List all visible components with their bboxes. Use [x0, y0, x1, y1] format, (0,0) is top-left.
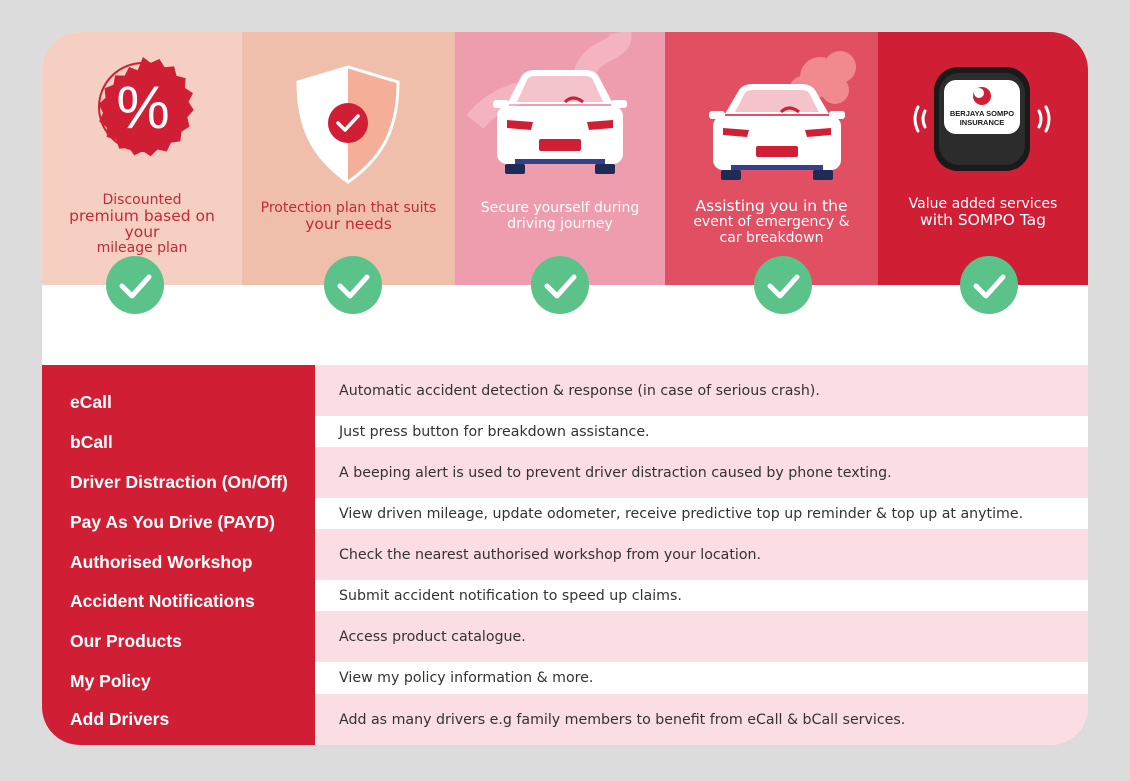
feature-row [315, 694, 1088, 745]
panel-caption: Secure yourself during driving journey [480, 200, 640, 232]
car-road-icon [455, 32, 665, 192]
feature-description: Access product catalogue. [339, 628, 526, 645]
feature-label-our-products: Our Products [70, 631, 182, 651]
shield-icon [242, 32, 455, 187]
feature-row [315, 416, 1088, 447]
check-icon [106, 256, 164, 314]
check-icon [960, 256, 1018, 314]
feature-description: View my policy information & more. [339, 670, 594, 686]
panel-journey [455, 32, 665, 285]
tag-brand-line2: INSURANCE [959, 118, 1005, 127]
feature-row [315, 447, 1088, 498]
feature-label-ecall: eCall [70, 392, 112, 412]
breakdown-car-icon [665, 32, 878, 192]
feature-description: A beeping alert is used to prevent driver distraction caused by phone texting. [339, 464, 892, 481]
feature-row [315, 580, 1088, 611]
feature-description: Automatic accident detection & response (in case of serious crash). [339, 382, 820, 399]
check-icon [531, 256, 589, 314]
feature-row [315, 365, 1088, 416]
panel-caption: Value added services with SOMPO Tag [908, 196, 1058, 229]
feature-row [315, 611, 1088, 662]
check-icon [324, 256, 382, 314]
feature-label-payd: Pay As You Drive (PAYD) [70, 512, 275, 532]
panel-caption: Protection plan that suits your needs [260, 200, 437, 233]
feature-card [42, 32, 1088, 745]
feature-label-accident-notifications: Accident Notifications [70, 591, 255, 611]
sompo-tag-icon [878, 32, 1088, 182]
percent-symbol: % [116, 74, 170, 141]
panel-protection [242, 32, 455, 285]
feature-description: Submit accident notification to speed up claims. [339, 587, 682, 604]
panel-caption: Assisting you in the event of emergency & car breakdown [693, 197, 850, 246]
feature-label-add-drivers: Add Drivers [70, 709, 170, 729]
feature-description: Just press button for breakdown assistance. [339, 423, 650, 440]
feature-row [315, 498, 1088, 529]
feature-labels-column [42, 365, 315, 745]
feature-description: View driven mileage, update odometer, receive predictive top up reminder & top up at anytime. [339, 505, 1024, 522]
panel-emergency [665, 32, 878, 285]
tag-brand-line1: BERJAYA SOMPO [949, 109, 1015, 118]
feature-row [315, 529, 1088, 580]
feature-label-bcall: bCall [70, 432, 113, 452]
feature-label-authorised-workshop: Authorised Workshop [70, 552, 253, 572]
feature-description: Add as many drivers e.g family members to benefit from eCall & bCall services. [339, 711, 906, 728]
feature-label-my-policy: My Policy [70, 671, 151, 691]
features-table [42, 365, 1088, 745]
panel-discount [42, 32, 242, 285]
feature-label-driver-distraction: Driver Distraction (On/Off) [70, 472, 288, 492]
panel-sompo-tag [878, 32, 1088, 285]
discount-badge-icon [42, 32, 242, 182]
panel-caption: Discounted premium based on your mileage plan [69, 192, 215, 256]
feature-description: Check the nearest authorised workshop from your location. [339, 546, 762, 563]
feature-row [315, 662, 1088, 694]
check-icon [754, 256, 812, 314]
